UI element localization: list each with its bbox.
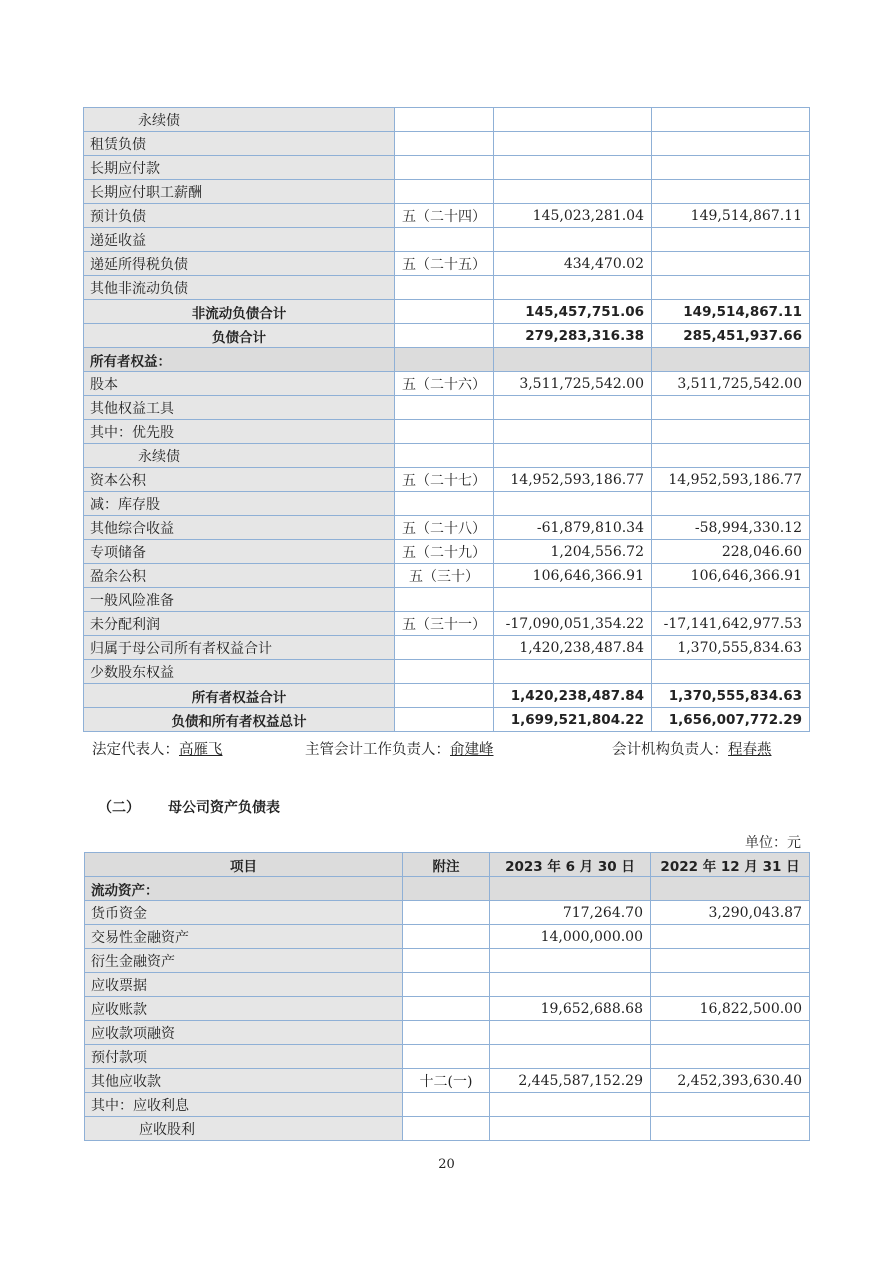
row-label: 其他非流动负债 xyxy=(84,276,395,300)
row-label: 减：库存股 xyxy=(84,492,395,516)
row-value-current: 1,699,521,804.22 xyxy=(494,708,652,732)
row-label: 所有者权益合计 xyxy=(84,684,395,708)
accounting-head xyxy=(305,738,494,759)
row-note xyxy=(395,348,494,372)
row-note xyxy=(395,276,494,300)
row-value-current: 1,420,238,487.84 xyxy=(494,636,652,660)
row-value-current: 3,511,725,542.00 xyxy=(494,372,652,396)
row-label: 交易性金融资产 xyxy=(85,925,403,949)
section-number: （二） xyxy=(98,800,140,816)
row-note: 五（二十四） xyxy=(395,204,494,228)
row-note xyxy=(395,300,494,324)
row-value-current: 2,445,587,152.29 xyxy=(490,1069,651,1093)
row-value-prior: 1,656,007,772.29 xyxy=(652,708,810,732)
consolidated-balance-sheet-table xyxy=(83,107,810,732)
row-value-current xyxy=(494,444,652,468)
row-value-current xyxy=(490,973,651,997)
table-row xyxy=(85,925,810,949)
table-row xyxy=(84,492,810,516)
table-row xyxy=(84,516,810,540)
accounting-head-name: 俞建峰 xyxy=(450,742,494,758)
row-value-prior xyxy=(651,1045,810,1069)
row-label: 盈余公积 xyxy=(84,564,395,588)
row-note: 五（二十八） xyxy=(395,516,494,540)
table-row xyxy=(85,901,810,925)
table-row xyxy=(85,1117,810,1141)
row-note xyxy=(395,444,494,468)
row-note: 十二(一) xyxy=(403,1069,490,1093)
row-value-current xyxy=(490,877,651,901)
row-label: 预计负债 xyxy=(84,204,395,228)
row-note: 五（二十六） xyxy=(395,372,494,396)
row-value-prior: 149,514,867.11 xyxy=(652,204,810,228)
table-row xyxy=(84,708,810,732)
row-value-current xyxy=(494,156,652,180)
row-label: 其他应收款 xyxy=(85,1069,403,1093)
row-label: 其他综合收益 xyxy=(84,516,395,540)
row-value-prior xyxy=(652,108,810,132)
row-note xyxy=(395,708,494,732)
row-label: 所有者权益： xyxy=(84,348,395,372)
row-value-current: -17,090,051,354.22 xyxy=(494,612,652,636)
row-value-current xyxy=(494,492,652,516)
row-value-prior xyxy=(652,228,810,252)
row-value-current xyxy=(490,949,651,973)
table-row xyxy=(84,156,810,180)
row-value-current xyxy=(494,228,652,252)
row-value-prior xyxy=(651,1021,810,1045)
row-value-prior: 2,452,393,630.40 xyxy=(651,1069,810,1093)
row-label: 衍生金融资产 xyxy=(85,949,403,973)
row-value-current xyxy=(494,108,652,132)
table-row xyxy=(84,180,810,204)
row-value-prior xyxy=(652,492,810,516)
row-value-prior: 16,822,500.00 xyxy=(651,997,810,1021)
table-row xyxy=(84,540,810,564)
row-label: 其中：应收利息 xyxy=(85,1093,403,1117)
row-label: 递延收益 xyxy=(84,228,395,252)
row-value-current: 19,652,688.68 xyxy=(490,997,651,1021)
row-value-current xyxy=(490,1045,651,1069)
table-row xyxy=(85,949,810,973)
legal-rep-label: 法定代表人： xyxy=(92,742,179,758)
row-value-current xyxy=(494,132,652,156)
accounting-head-label: 主管会计工作负责人： xyxy=(305,742,450,758)
row-value-prior xyxy=(651,1093,810,1117)
row-note: 五（二十七） xyxy=(395,468,494,492)
row-value-prior xyxy=(651,877,810,901)
row-value-prior xyxy=(651,925,810,949)
row-note xyxy=(395,636,494,660)
row-value-current xyxy=(494,348,652,372)
row-value-prior: 3,511,725,542.00 xyxy=(652,372,810,396)
table-row xyxy=(84,588,810,612)
table-row xyxy=(84,396,810,420)
row-value-prior xyxy=(652,444,810,468)
row-label: 应收款项融资 xyxy=(85,1021,403,1045)
row-label: 递延所得税负债 xyxy=(84,252,395,276)
row-note xyxy=(395,588,494,612)
row-value-prior: 149,514,867.11 xyxy=(652,300,810,324)
row-note xyxy=(395,492,494,516)
table-row xyxy=(84,276,810,300)
row-value-prior xyxy=(652,348,810,372)
row-value-prior xyxy=(651,1117,810,1141)
row-note xyxy=(395,156,494,180)
row-note xyxy=(395,660,494,684)
row-value-current: 1,204,556.72 xyxy=(494,540,652,564)
row-value-current xyxy=(494,180,652,204)
row-value-current: 145,023,281.04 xyxy=(494,204,652,228)
table-row xyxy=(84,468,810,492)
row-value-current xyxy=(490,1021,651,1045)
table-row xyxy=(84,324,810,348)
row-note xyxy=(403,1093,490,1117)
row-value-prior: 3,290,043.87 xyxy=(651,901,810,925)
table-row xyxy=(84,108,810,132)
row-value-prior: 1,370,555,834.63 xyxy=(652,636,810,660)
row-value-prior xyxy=(652,132,810,156)
table-row xyxy=(84,300,810,324)
row-value-prior: 1,370,555,834.63 xyxy=(652,684,810,708)
table-row xyxy=(84,684,810,708)
header-note: 附注 xyxy=(403,853,490,877)
row-note xyxy=(403,877,490,901)
row-value-current: 14,000,000.00 xyxy=(490,925,651,949)
row-value-current: 145,457,751.06 xyxy=(494,300,652,324)
row-note xyxy=(403,901,490,925)
row-label: 永续债 xyxy=(84,444,395,468)
row-value-prior xyxy=(652,660,810,684)
table-header-row xyxy=(85,853,810,877)
table-row xyxy=(85,1045,810,1069)
row-value-prior xyxy=(652,276,810,300)
row-label: 其中：优先股 xyxy=(84,420,395,444)
row-note xyxy=(395,132,494,156)
row-value-current xyxy=(494,396,652,420)
row-value-prior: -17,141,642,977.53 xyxy=(652,612,810,636)
table-row xyxy=(84,444,810,468)
section-title-text: 母公司资产负债表 xyxy=(168,800,280,816)
table-row xyxy=(85,1093,810,1117)
unit-label: 单位：元 xyxy=(745,835,801,851)
row-value-prior: 14,952,593,186.77 xyxy=(652,468,810,492)
row-label: 非流动负债合计 xyxy=(84,300,395,324)
accounting-org-head xyxy=(612,738,772,759)
row-note: 五（二十五） xyxy=(395,252,494,276)
row-label: 股本 xyxy=(84,372,395,396)
row-label: 租赁负债 xyxy=(84,132,395,156)
row-label: 货币资金 xyxy=(85,901,403,925)
table-row xyxy=(84,228,810,252)
row-label: 应收股利 xyxy=(85,1117,403,1141)
row-label: 应收账款 xyxy=(85,997,403,1021)
table-row xyxy=(85,877,810,901)
table-row xyxy=(84,204,810,228)
row-value-prior: -58,994,330.12 xyxy=(652,516,810,540)
accounting-org-name: 程春燕 xyxy=(728,742,772,758)
row-value-prior xyxy=(652,396,810,420)
row-value-current xyxy=(490,1117,651,1141)
row-label: 未分配利润 xyxy=(84,612,395,636)
row-value-current xyxy=(494,588,652,612)
header-item: 项目 xyxy=(85,853,403,877)
row-value-current xyxy=(494,660,652,684)
legal-representative xyxy=(92,738,223,759)
page-number: 20 xyxy=(438,1157,455,1172)
row-note xyxy=(395,396,494,420)
row-note xyxy=(395,324,494,348)
row-label: 预付款项 xyxy=(85,1045,403,1069)
table-row xyxy=(84,636,810,660)
row-note xyxy=(403,949,490,973)
row-note xyxy=(403,1045,490,1069)
row-value-prior xyxy=(652,588,810,612)
row-value-current xyxy=(490,1093,651,1117)
row-value-prior xyxy=(652,252,810,276)
row-note xyxy=(403,1117,490,1141)
row-value-prior xyxy=(651,949,810,973)
section-title xyxy=(98,797,280,817)
row-value-prior xyxy=(652,156,810,180)
row-note: 五（三十一） xyxy=(395,612,494,636)
row-value-prior: 228,046.60 xyxy=(652,540,810,564)
row-value-current: 106,646,366.91 xyxy=(494,564,652,588)
row-value-current xyxy=(494,420,652,444)
table-row xyxy=(85,973,810,997)
row-note xyxy=(403,973,490,997)
row-note xyxy=(395,684,494,708)
row-note xyxy=(403,1021,490,1045)
table-row xyxy=(84,252,810,276)
legal-rep-name: 高雁飞 xyxy=(179,742,223,758)
table-row xyxy=(84,420,810,444)
row-value-current: 434,470.02 xyxy=(494,252,652,276)
row-label: 专项储备 xyxy=(84,540,395,564)
row-label: 其他权益工具 xyxy=(84,396,395,420)
row-label: 长期应付款 xyxy=(84,156,395,180)
row-note xyxy=(395,180,494,204)
row-label: 永续债 xyxy=(84,108,395,132)
row-note xyxy=(395,228,494,252)
header-date-2022: 2022 年 12 月 31 日 xyxy=(651,853,810,877)
row-label: 长期应付职工薪酬 xyxy=(84,180,395,204)
table-row xyxy=(84,372,810,396)
row-note xyxy=(395,420,494,444)
table-row xyxy=(84,660,810,684)
row-value-current xyxy=(494,276,652,300)
row-note xyxy=(395,108,494,132)
row-value-prior: 285,451,937.66 xyxy=(652,324,810,348)
table-row xyxy=(84,132,810,156)
row-value-current: 14,952,593,186.77 xyxy=(494,468,652,492)
accounting-org-label: 会计机构负责人： xyxy=(612,742,728,758)
row-note xyxy=(403,997,490,1021)
row-value-current: 717,264.70 xyxy=(490,901,651,925)
row-label: 负债合计 xyxy=(84,324,395,348)
parent-balance-sheet-table xyxy=(84,852,810,1141)
row-note: 五（二十九） xyxy=(395,540,494,564)
row-value-prior xyxy=(652,180,810,204)
row-value-current: 279,283,316.38 xyxy=(494,324,652,348)
row-label: 应收票据 xyxy=(85,973,403,997)
row-label: 流动资产： xyxy=(85,877,403,901)
row-note xyxy=(403,925,490,949)
header-date-2023: 2023 年 6 月 30 日 xyxy=(490,853,651,877)
row-value-prior: 106,646,366.91 xyxy=(652,564,810,588)
row-value-current: 1,420,238,487.84 xyxy=(494,684,652,708)
row-label: 一般风险准备 xyxy=(84,588,395,612)
row-label: 归属于母公司所有者权益合计 xyxy=(84,636,395,660)
table-row xyxy=(84,564,810,588)
row-value-prior xyxy=(651,973,810,997)
row-note: 五（三十） xyxy=(395,564,494,588)
row-label: 负债和所有者权益总计 xyxy=(84,708,395,732)
table-row xyxy=(84,612,810,636)
row-value-prior xyxy=(652,420,810,444)
table-row xyxy=(85,1069,810,1093)
table-row xyxy=(84,348,810,372)
row-value-current: -61,879,810.34 xyxy=(494,516,652,540)
table-row xyxy=(85,997,810,1021)
table-row xyxy=(85,1021,810,1045)
row-label: 资本公积 xyxy=(84,468,395,492)
row-label: 少数股东权益 xyxy=(84,660,395,684)
